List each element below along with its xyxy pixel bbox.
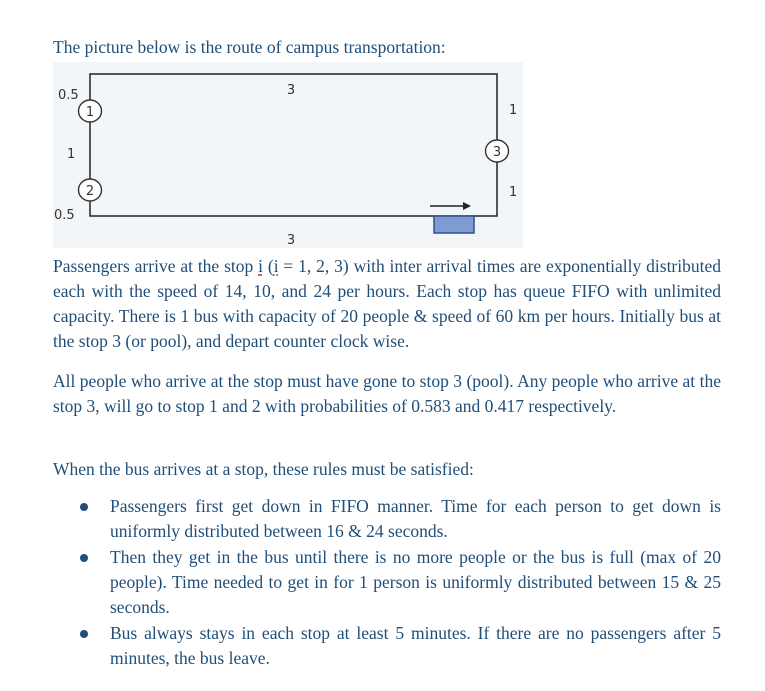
stop-2-label: 2 xyxy=(85,184,95,199)
stop-3 xyxy=(486,140,509,162)
route-diagram xyxy=(53,62,523,248)
paragraph-arrivals: Passengers arrive at the stop i (i = 1, 2, 3) with inter arrival times are exponentially distributed each with the speed of 14, 10, and 24 per hours. Each stop has queue FIFO with unlimited capacity. There is 1 bus with capacity of 20 people & speed of 60 km per hours. Initially bus at the stop 3 (or pool), and depart counter clock wise. xyxy=(53,256,721,351)
stop-1 xyxy=(79,100,102,122)
stop-2 xyxy=(79,179,102,201)
label-left-middle: 1 xyxy=(67,147,76,162)
variable-i: i xyxy=(258,256,263,276)
rule-item: Bus always stays in each stop at least 5 minutes. If there are no passengers after 5 minutes, the bus leave. xyxy=(53,621,721,671)
bullet-icon xyxy=(80,503,88,511)
rule-item: Then they get in the bus until there is no more people or the bus is full (max of 20 people). Time needed to get in for 1 person is uniformly distributed between 15 & 25 seconds. xyxy=(53,545,721,620)
stop-3-label: 3 xyxy=(492,145,502,160)
arrow-right-icon xyxy=(430,202,471,210)
label-left-top: 0.5 xyxy=(58,88,79,103)
rules-list xyxy=(53,494,721,672)
label-right-top: 1 xyxy=(509,103,518,118)
label-bottom-length: 3 xyxy=(286,233,296,248)
label-top-length: 3 xyxy=(286,83,296,98)
paragraph-rules-intro: When the bus arrives at a stop, these rules must be satisfied: xyxy=(53,459,474,479)
label-right-bottom: 1 xyxy=(509,185,518,200)
bullet-icon xyxy=(80,554,88,562)
stop-1-label: 1 xyxy=(85,105,95,120)
bullet-icon xyxy=(80,630,88,638)
intro-text: The picture below is the route of campus transportation: xyxy=(53,37,446,57)
rule-item: Passengers first get down in FIFO manner. Time for each person to get down is uniformly distributed between 16 & 24 seconds. xyxy=(53,494,721,544)
variable-i-index: i xyxy=(273,256,279,276)
label-left-bottom: 0.5 xyxy=(54,208,75,223)
bus-rectangle-icon xyxy=(434,216,474,233)
paragraph-destinations: All people who arrive at the stop must have gone to stop 3 (pool). Any people who arrive at the stop 3, will go to stop 1 and 2 with probabilities of 0.583 and 0.417 respectively. xyxy=(53,371,721,416)
